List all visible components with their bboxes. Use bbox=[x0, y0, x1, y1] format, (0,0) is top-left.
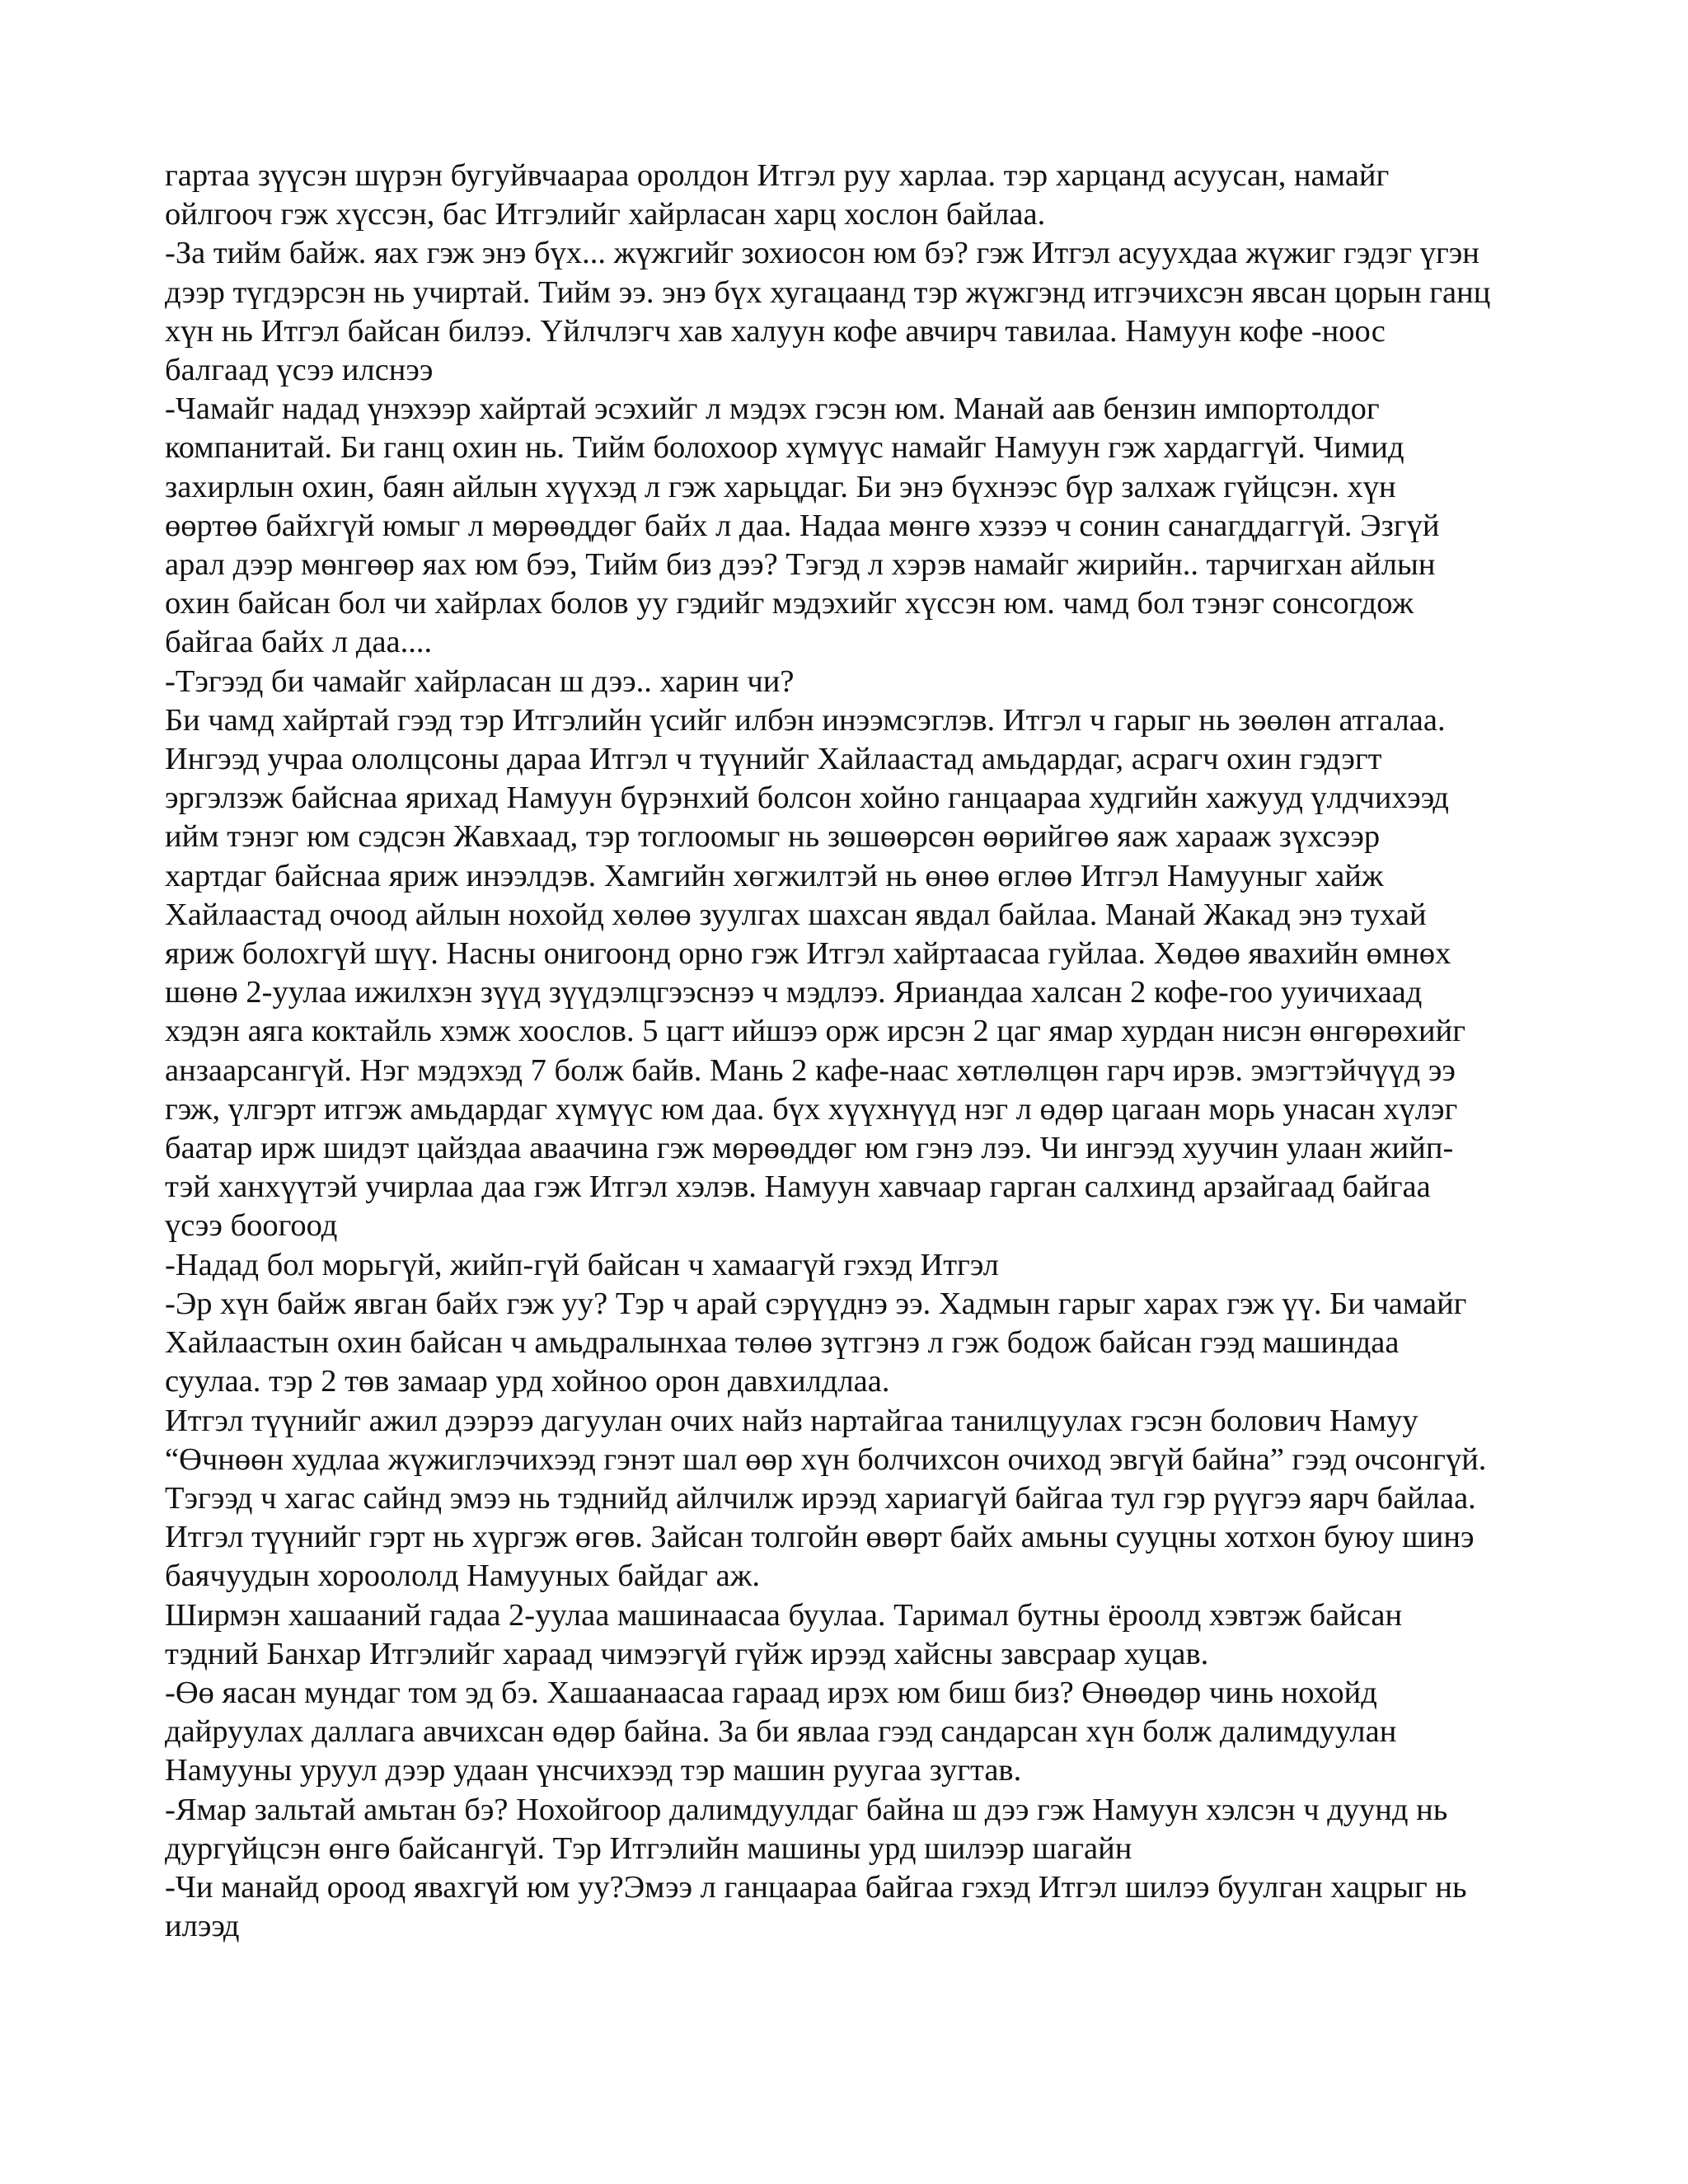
text-line: “Өчнөөн худлаа жүжиглэчихээд гэнэт шал өөр хүн болчихсон очиход эвгүй байна” гээд очсонгүй. bbox=[165, 1441, 1487, 1477]
text-line: шөнө 2-уулаа ижилхэн зүүд зүүдэлцгээснээ ч мэдлээ. Яриандаа халсан 2 кофе-гоо ууичихаад bbox=[165, 975, 1423, 1010]
text-line: тэдний Банхар Итгэлийг хараад чимээгүй гүйж ирээд хайсны завсраар хуцав. bbox=[165, 1636, 1209, 1671]
text-line: Би чамд хайртай гээд тэр Итгэлийн үсийг илбэн инээмсэглэв. Итгэл ч гарыг нь зөөлөн атгалаа. bbox=[165, 702, 1446, 738]
text-line: хартдаг байснаа яриж инээлдэв. Хамгийн хөгжилтэй нь өнөө өглөө Итгэл Намууныг хайж bbox=[165, 858, 1384, 893]
text-line: эргэлзэж байснаа ярихад Намуун бүрэнхий болсон хойно ганцаараа худгийн хажууд үлдчихээд bbox=[165, 780, 1449, 816]
text-line: тэй ханхүүтэй учирлаа даа гэж Итгэл хэлэв. Намуун хавчаар гарган салхинд арзайгаад байгаа bbox=[165, 1169, 1431, 1205]
text-line: балгаад үсээ илснээ bbox=[165, 353, 434, 388]
text-line: охин байсан бол чи хайрлах болов уу гэдийг мэдэхийг хүссэн юм. чамд бол тэнэг сонсогдож bbox=[165, 586, 1414, 621]
text-line: дайруулах даллага авчихсан өдөр байна. За би явлаа гээд сандарсан хүн болж далимдуулан bbox=[165, 1714, 1397, 1750]
text-line: Хайлаастад очоод айлын нохойд хөлөө зуулгах шахсан явдал байлаа. Манай Жакад энэ тухай bbox=[165, 897, 1427, 932]
text-line: -Чи манайд ороод явахгүй юм уу?Эмээ л ганцаараа байгаа гэхэд Итгэл шилээ буулган хацрыг нь bbox=[165, 1869, 1467, 1905]
text-line: гартаа зүүсэн шүрэн бугуйвчаараа оролдон Итгэл руу харлаа. тэр харцанд асуусан, намайг bbox=[165, 158, 1390, 193]
text-line: үсээ боогоод bbox=[165, 1208, 338, 1244]
text-line: гэж, үлгэрт итгэж амьдардаг хүмүүс юм даа. бүх хүүхнүүд нэг л өдөр цагаан морь унасан хүлэг bbox=[165, 1091, 1458, 1127]
text-line: байгаа байх л даа.... bbox=[165, 625, 433, 660]
text-line: анзаарсангүй. Нэг мэдэхэд 7 болж байв. Мань 2 кафе-наас хөтлөлцөн гарч ирэв. эмэгтэйчүүд ээ bbox=[165, 1052, 1456, 1088]
text-line: -Тэгээд би чамайг хайрласан ш дээ.. харин чи? bbox=[165, 663, 795, 699]
text-line: өөртөө байхгүй юмыг л мөрөөддөг байх л даа. Надаа мөнгө хэзээ ч сонин санагддаггүй. Эзгүй bbox=[165, 508, 1440, 543]
text-line: арал дээр мөнгөөр яах юм бээ, Тийм биз дээ? Тэгэд л хэрэв намайг жирийн.. тарчигхан айлын bbox=[165, 547, 1436, 583]
text-line: -Эр хүн байж явган байх гэж уу? Тэр ч арай сэрүүднэ ээ. Хадмын гарыг харах гэж үү. Би чамайг bbox=[165, 1286, 1467, 1321]
text-line: захирлын охин, баян айлын хүүхэд л гэж харьцдаг. Би энэ бүхнээс бүр залхаж гүйцсэн. хүн bbox=[165, 469, 1396, 504]
text-line: баячуудын хороололд Намууных байдаг аж. bbox=[165, 1558, 760, 1594]
text-line: Ингээд учраа ололцсоны дараа Итгэл ч түүнийг Хайлаастад амьдардаг, асрагч охин гэдэгт bbox=[165, 742, 1382, 777]
text-line: Итгэл түүнийг гэрт нь хүргэж өгөв. Зайсан толгойн өвөрт байх амьны сууцны хотхон буюу шинэ bbox=[165, 1520, 1475, 1555]
text-line: хүн нь Итгэл байсан билээ. Үйлчлэгч хав халуун кофе авчирч тавилаа. Намуун кофе -ноос bbox=[165, 313, 1386, 349]
text-line: Тэгээд ч хагас сайнд эмээ нь тэднийд айлчилж ирээд хариагүй байгаа тул гэр рүүгээ яарч байлаа. bbox=[165, 1480, 1476, 1516]
text-line: -За тийм байж. яах гэж энэ бүх... жүжгийг зохиосон юм бэ? гэж Итгэл асуухдаа жүжиг гэдэг үгэн bbox=[165, 236, 1479, 271]
text-line: ойлгооч гэж хүссэн, бас Итгэлийг хайрласан харц хослон байлаа. bbox=[165, 197, 1046, 232]
text-line: ийм тэнэг юм сэдсэн Жавхаад, тэр тоглоомыг нь зөшөөрсөн өөрийгөө яаж харааж зүхсээр bbox=[165, 819, 1381, 855]
text-line: -Ямар зальтай амьтан бэ? Нохойгоор далимдуулдаг байна ш дээ гэж Намуун хэлсэн ч дуунд нь bbox=[165, 1792, 1448, 1827]
document-page bbox=[165, 157, 1566, 1946]
text-line: дээр түгдэрсэн нь учиртай. Тийм ээ. энэ бүх хугацаанд тэр жүжгэнд итгэчихсэн явсан цорын ганц bbox=[165, 274, 1491, 310]
text-line: -Чамайг надад үнэхээр хайртай эсэхийг л мэдэх гэсэн юм. Манай аав бензин импортолдог bbox=[165, 391, 1380, 427]
text-line: яриж болохгүй шүү. Насны онигоонд орно гэж Итгэл хайртаасаа гуйлаа. Хөдөө явахийн өмнөх bbox=[165, 936, 1451, 972]
text-line: Хайлаастын охин байсан ч амьдралынхаа төлөө зүтгэнэ л гэж бодож байсан гээд машиндаа bbox=[165, 1325, 1400, 1361]
text-line: Намууны уруул дээр удаан үнсчихээд тэр машин руугаа зугтав. bbox=[165, 1753, 1022, 1788]
text-line: дургүйцсэн өнгө байсангүй. Тэр Итгэлийн машины урд шилээр шагайн bbox=[165, 1830, 1132, 1866]
text-line: -Надад бол морьгүй, жийп-гүй байсан ч хамаагүй гэхэд Итгэл bbox=[165, 1247, 999, 1282]
text-line: компанитай. Би ганц охин нь. Тийм болохоор хүмүүс намайг Намуун гэж хардаггүй. Чимид bbox=[165, 430, 1404, 466]
text-line: Ширмэн хашааний гадаа 2-уулаа машинаасаа буулаа. Таримал бутны ёроолд хэвтэж байсан bbox=[165, 1597, 1403, 1633]
text-line: илээд bbox=[165, 1909, 240, 1944]
text-line: -Өө яасан мундаг том эд бэ. Хашаанаасаа гараад ирэх юм биш биз? Өнөөдөр чинь нохойд bbox=[165, 1675, 1377, 1710]
text-line: суулаа. тэр 2 төв замаар урд хойноо орон давхилдлаа. bbox=[165, 1364, 890, 1399]
text-line: хэдэн аяга коктайль хэмж хоослов. 5 цагт ийшээ орж ирсэн 2 цаг ямар хурдан нисэн өнгөрөхийг bbox=[165, 1014, 1466, 1049]
text-line: Итгэл түүнийг ажил дээрээ дагуулан очих найз нартайгаа танилцуулах гэсэн болович Намуу bbox=[165, 1403, 1418, 1438]
text-line: баатар ирж шидэт цайздаа аваачина гэж мөрөөддөг юм гэнэ лээ. Чи ингээд хуучин улаан жийп- bbox=[165, 1131, 1454, 1166]
